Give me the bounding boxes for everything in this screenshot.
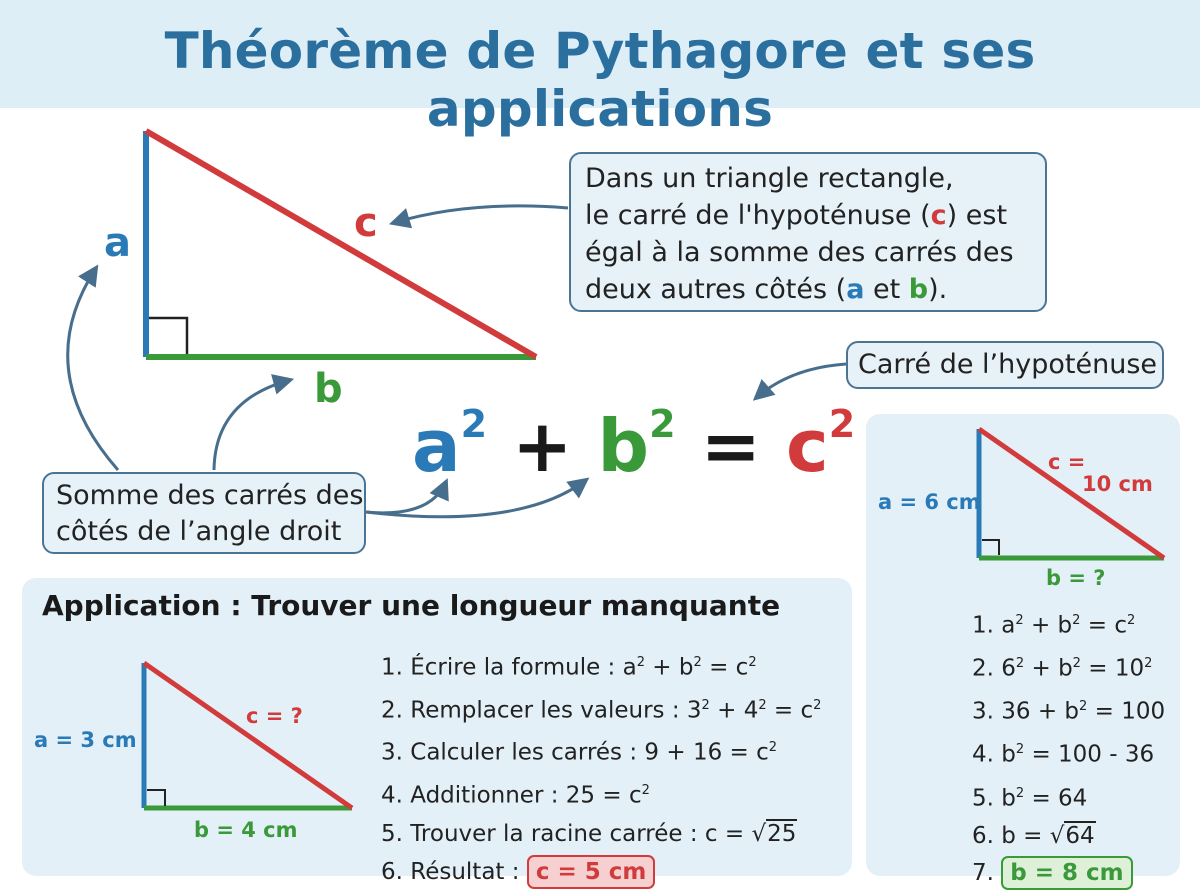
hypotenuse-c-line: [146, 131, 536, 357]
side-step-2: 2. $6^2 + b^2 = 10^2$: [972, 655, 1153, 682]
side-step-7: 7. b = 8 cm: [972, 855, 1165, 893]
app-right-angle-marker: [147, 790, 165, 806]
hypotenuse-c-label: c: [354, 200, 378, 246]
app-step-2: 2. Remplacer les valeurs : $3^2 + 4^2 = c^2$: [381, 697, 822, 724]
definition-line-1: Dans un triangle rectangle,: [585, 163, 954, 194]
main-triangle: [146, 131, 536, 357]
hypotenuse-square-callout: Carré de l’hypoténuse: [846, 341, 1164, 389]
arrow-hyp-callout-to-c2: [756, 364, 846, 398]
app-hypotenuse-line: [144, 663, 352, 808]
side-a-label: a: [104, 220, 131, 266]
pythagorean-formula: [412, 402, 855, 488]
formula-c-exponent: 2: [828, 402, 856, 446]
side-example-steps: [972, 602, 1165, 893]
formula-b: b: [597, 404, 650, 488]
app-step-1: 1. Écrire la formule : $a^2 + b^2 = c^2$: [381, 654, 757, 681]
formula-a: a: [412, 404, 461, 488]
sum-of-squares-callout: [42, 472, 366, 554]
app-side-b-label: b = 4 cm: [194, 818, 298, 842]
formula-c: c: [786, 404, 829, 488]
app-hypotenuse-label: c = ?: [246, 704, 303, 728]
app-step-4: 4. Additionner : $25 = c^2$: [381, 782, 650, 809]
definition-line-2: le carré de l'hypoténuse (c) est: [585, 200, 1008, 231]
formula-b-exponent: 2: [649, 402, 676, 446]
sqrt-64: √64: [1049, 822, 1095, 849]
side-ex-c-label-2: 10 cm: [1082, 472, 1153, 496]
arrow-definition-to-c: [393, 206, 568, 223]
app-step-5: 5. Trouver la racine carrée : c = √25: [381, 815, 821, 853]
app-step-3: 3. Calculer les carrés : $9 + 16 = c^2$: [381, 739, 778, 766]
sum-callout-line-1: Somme des carrés des: [56, 480, 364, 511]
right-angle-marker: [149, 318, 187, 354]
side-step-4: 4. $b^2 = 100 - 36$: [972, 742, 1155, 769]
arrow-sum-to-a: [68, 268, 118, 470]
result-c-badge: c = 5 cm: [527, 855, 656, 889]
side-b-label: b: [314, 366, 343, 412]
app-step-6: 6. Résultat : c = 5 cm: [381, 853, 821, 891]
definition-line-4: deux autres côtés (a et b).: [585, 274, 948, 305]
side-ex-b-label: b = ?: [1046, 566, 1106, 590]
result-b-badge: b = 8 cm: [1001, 856, 1132, 890]
sqrt-25: √25: [751, 820, 797, 847]
side-ex-a-label: a = 6 cm: [878, 490, 981, 514]
side-ex-right-angle-marker: [982, 540, 999, 555]
side-step-3: 3. $36 + b^2 = 100$: [972, 698, 1166, 725]
application-steps: [381, 644, 821, 891]
page-title: Théorème de Pythagore et ses applications: [164, 22, 1036, 138]
application-triangle: [144, 663, 352, 808]
side-step-1: 1. $a^2 + b^2 = c^2$: [972, 612, 1136, 639]
side-step-5: 5. $b^2 = 64$: [972, 785, 1088, 812]
formula-a-exponent: 2: [460, 402, 488, 446]
sum-callout-line-2: côtés de l’angle droit: [56, 516, 342, 547]
side-step-6: 6. b = √64: [972, 818, 1165, 856]
arrow-sum-to-b: [214, 380, 290, 470]
formula-equals: =: [700, 404, 761, 488]
app-side-a-label: a = 3 cm: [34, 728, 137, 752]
definition-line-3: égal à la somme des carrés des: [585, 237, 1014, 268]
definition-callout: [569, 152, 1047, 312]
formula-plus: +: [512, 404, 573, 488]
side-ex-c-label-1: c =: [1048, 450, 1086, 474]
application-title: Application : Trouver une longueur manquante: [42, 589, 781, 622]
